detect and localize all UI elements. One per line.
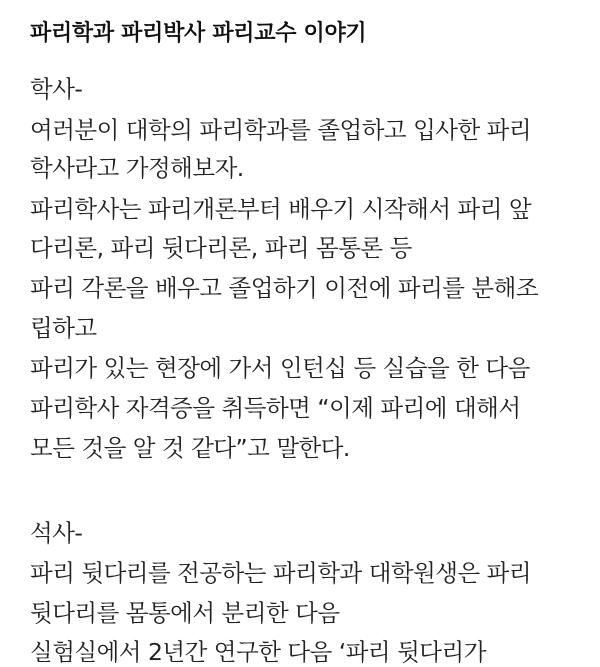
body-line: 립하고	[30, 314, 97, 342]
body-line: 학사라고 가정해보자.	[30, 154, 244, 182]
body-line: 뒷다리를 몸통에서 분리한 다음	[30, 599, 340, 627]
body-line: 파리 각론을 배우고 졸업하기 이전에 파리를 분해조	[30, 274, 539, 302]
body-line: 석사-	[30, 519, 83, 547]
body-line: 파리학사는 파리개론부터 배우기 시작해서 파리 앞	[30, 195, 532, 223]
body-line: 실험실에서 2년간 연구한 다음 ‘파리 뒷다리가	[30, 638, 486, 666]
body-line: 여러분이 대학의 파리학과를 졸업하고 입사한 파리	[30, 116, 532, 144]
body-line: 파리학사 자격증을 취득하면 “이제 파리에 대해서	[30, 394, 521, 422]
body-line: 파리가 있는 현장에 가서 인턴십 등 실습을 한 다음	[30, 354, 530, 382]
body-line: 모든 것을 알 것 같다”고 말한다.	[30, 434, 350, 462]
article-title: 파리학과 파리박사 파리교수 이야기	[30, 21, 367, 46]
body-line: 다리론, 파리 뒷다리론, 파리 몸통론 등	[30, 234, 412, 262]
body-line: 학사-	[30, 75, 83, 103]
body-line: 파리 뒷다리를 전공하는 파리학과 대학원생은 파리	[30, 559, 532, 587]
